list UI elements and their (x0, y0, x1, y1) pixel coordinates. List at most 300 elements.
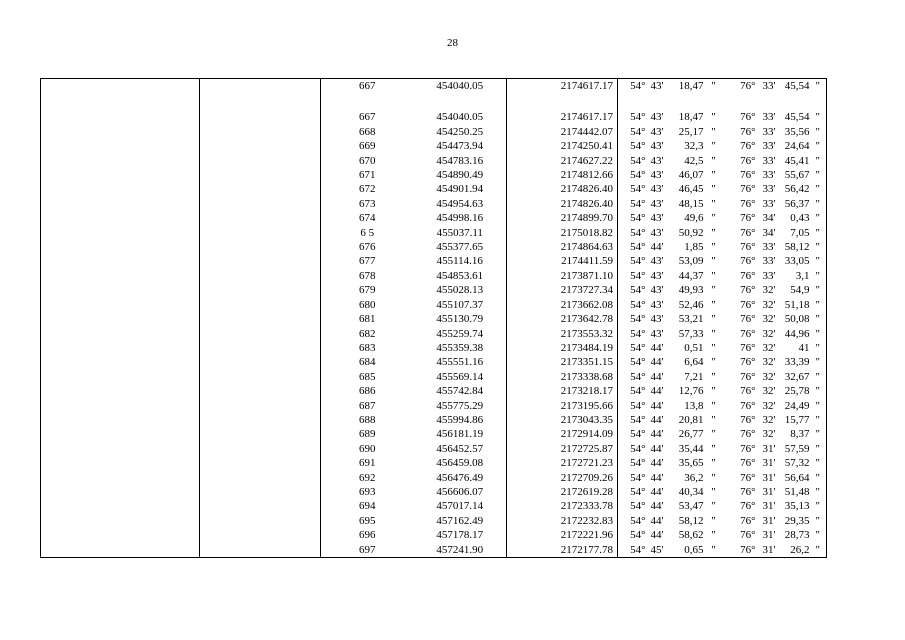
latitude-minutes: 44' (650, 241, 664, 254)
y-coordinate: 2173727.34 (507, 283, 618, 297)
latitude-minutes: 43' (650, 313, 664, 326)
point-number: 690 (359, 442, 376, 455)
empty-column-b (200, 384, 321, 398)
latitude-minutes: 45' (646, 543, 664, 558)
latitude-degrees: 54° (630, 111, 646, 124)
x-coordinate: 457162.49 (414, 514, 507, 528)
longitude-seconds: 56,37 (784, 197, 810, 210)
longitude-minutes: 33' (762, 169, 776, 182)
point-number: 686 (359, 385, 376, 398)
x-coordinate: 454473.94 (414, 139, 507, 153)
latitude-minutes: 43' (650, 226, 664, 239)
point-number: 691 (359, 457, 376, 470)
point-number (321, 93, 414, 110)
empty-column-b (200, 312, 321, 326)
empty-column-b (200, 168, 321, 182)
latitude-minutes: 43' (650, 140, 664, 153)
latitude-seconds-mark: " (711, 212, 716, 225)
empty-column-a (41, 283, 200, 297)
x-coordinate: 455742.84 (414, 384, 507, 398)
latitude-degrees: 54° (630, 413, 646, 426)
latitude-seconds (664, 93, 704, 110)
longitude-seconds-mark: " (810, 528, 827, 542)
table-row (41, 312, 827, 326)
longitude-degrees: 76° (740, 183, 756, 196)
longitude-minutes: 34' (762, 226, 776, 239)
point-number: 693 (359, 485, 376, 498)
longitude-seconds: 45,54 (776, 79, 810, 94)
longitude-seconds: 51,18 (784, 298, 810, 311)
longitude-seconds-mark: " (810, 110, 827, 124)
table-row (41, 283, 827, 297)
longitude-degrees: 76° (740, 457, 756, 470)
point-number: 677 (359, 255, 376, 268)
longitude-seconds-mark: " (810, 154, 827, 168)
longitude-seconds: 45,54 (784, 111, 810, 124)
point-number: 676 (359, 241, 376, 254)
x-coordinate: 455130.79 (414, 312, 507, 326)
longitude-minutes: 32' (762, 284, 776, 297)
longitude-seconds: 57,59 (784, 442, 810, 455)
longitude-degrees: 76° (740, 154, 756, 167)
table-row (41, 355, 827, 369)
empty-column-b (200, 197, 321, 211)
empty-column-b (200, 528, 321, 542)
table-row (41, 79, 827, 94)
latitude-seconds: 58,62 (678, 529, 704, 542)
x-coordinate: 455994.86 (414, 413, 507, 427)
empty-column-b (200, 240, 321, 254)
latitude-minutes: 44' (650, 529, 664, 542)
latitude-minutes (646, 93, 664, 110)
longitude-degrees: 76° (740, 399, 756, 412)
latitude-seconds: 13,8 (684, 399, 704, 412)
y-coordinate: 2172333.78 (507, 499, 618, 513)
x-coordinate: 456452.57 (414, 442, 507, 456)
longitude-seconds: 50,08 (784, 313, 810, 326)
empty-column-a (41, 182, 200, 196)
y-coordinate: 2174826.40 (507, 197, 618, 211)
page-number: 28 (447, 37, 458, 49)
y-coordinate: 2174442.07 (507, 125, 618, 139)
empty-column-b (200, 298, 321, 312)
latitude-degrees: 54° (630, 197, 646, 210)
latitude-seconds-mark: " (711, 140, 716, 153)
latitude-degrees: 54° (630, 442, 646, 455)
latitude-degrees: 54° (618, 543, 646, 558)
latitude-degrees: 54° (630, 154, 646, 167)
latitude-minutes: 44' (650, 485, 664, 498)
latitude-seconds-mark: " (711, 529, 716, 542)
latitude-seconds: 49,6 (684, 212, 704, 225)
longitude-minutes: 31' (756, 543, 776, 558)
latitude-seconds: 20,81 (678, 413, 704, 426)
longitude-seconds-mark: " (810, 168, 827, 182)
empty-column-b (200, 269, 321, 283)
latitude-minutes: 44' (650, 442, 664, 455)
longitude-seconds-mark: " (810, 341, 827, 355)
table-row (41, 370, 827, 384)
y-coordinate: 2172619.28 (507, 485, 618, 499)
y-coordinate: 2174411.59 (507, 254, 618, 268)
longitude-seconds: 44,96 (784, 327, 810, 340)
latitude-degrees: 54° (630, 514, 646, 527)
longitude-seconds-mark: " (810, 254, 827, 268)
x-coordinate: 454890.49 (414, 168, 507, 182)
table-row (41, 442, 827, 456)
longitude-minutes: 33' (762, 241, 776, 254)
latitude-degrees: 54° (630, 356, 646, 369)
longitude-minutes: 32' (762, 327, 776, 340)
latitude-minutes: 43' (650, 125, 664, 138)
longitude-degrees: 76° (740, 125, 756, 138)
latitude-degrees: 54° (630, 298, 646, 311)
latitude-seconds: 42,5 (684, 154, 704, 167)
latitude-minutes: 43' (650, 197, 664, 210)
longitude-minutes: 34' (762, 212, 776, 225)
latitude-seconds-mark: " (711, 471, 716, 484)
latitude-seconds: 53,21 (678, 313, 704, 326)
longitude-minutes: 31' (762, 500, 776, 513)
empty-column-a (41, 456, 200, 470)
empty-column-a (41, 298, 200, 312)
latitude-minutes: 44' (650, 428, 664, 441)
longitude-seconds: 56,42 (784, 183, 810, 196)
longitude-degrees: 76° (740, 385, 756, 398)
point-number: 668 (359, 125, 376, 138)
empty-column-b (200, 226, 321, 240)
x-coordinate: 454783.16 (414, 154, 507, 168)
table-row (41, 125, 827, 139)
latitude-minutes: 43' (650, 284, 664, 297)
y-coordinate: 2172914.09 (507, 427, 618, 441)
latitude-seconds-mark: " (711, 385, 716, 398)
table-row (41, 413, 827, 427)
empty-column-b (200, 399, 321, 413)
latitude-degrees (618, 93, 646, 110)
latitude-seconds: 40,34 (678, 485, 704, 498)
empty-column-a (41, 341, 200, 355)
empty-column-b (200, 283, 321, 297)
empty-column-b (200, 110, 321, 124)
x-coordinate: 454901.94 (414, 182, 507, 196)
table-row (41, 154, 827, 168)
longitude-minutes: 31' (762, 442, 776, 455)
latitude-degrees: 54° (630, 212, 646, 225)
longitude-seconds: 25,78 (784, 385, 810, 398)
latitude-seconds-mark: " (711, 356, 716, 369)
empty-column-b (200, 327, 321, 341)
y-coordinate: 2173484.19 (507, 341, 618, 355)
longitude-seconds-mark: " (810, 456, 827, 470)
y-coordinate: 2174812.66 (507, 168, 618, 182)
empty-column-b (200, 499, 321, 513)
y-coordinate: 2174864.63 (507, 240, 618, 254)
latitude-seconds-mark: " (711, 442, 716, 455)
x-coordinate: 454954.63 (414, 197, 507, 211)
longitude-seconds: 33,39 (784, 356, 810, 369)
point-number: 671 (359, 169, 376, 182)
latitude-minutes: 44' (650, 514, 664, 527)
latitude-seconds: 26,77 (678, 428, 704, 441)
empty-column-a (41, 168, 200, 182)
longitude-seconds: 57,32 (784, 457, 810, 470)
x-coordinate: 455107.37 (414, 298, 507, 312)
latitude-seconds: 1,85 (684, 241, 704, 254)
empty-column-b (200, 485, 321, 499)
longitude-seconds: 33,05 (784, 255, 810, 268)
latitude-degrees: 54° (630, 500, 646, 513)
x-coordinate: 456606.07 (414, 485, 507, 499)
latitude-seconds: 53,47 (678, 500, 704, 513)
longitude-seconds-mark: " (810, 269, 827, 283)
point-number: 681 (359, 313, 376, 326)
latitude-seconds-mark: " (711, 341, 716, 354)
longitude-seconds-mark: " (810, 240, 827, 254)
latitude-degrees: 54° (630, 269, 646, 282)
longitude-seconds: 54,9 (790, 284, 810, 297)
longitude-seconds-mark: " (810, 182, 827, 196)
table-row (41, 182, 827, 196)
coordinates-table (40, 78, 827, 558)
latitude-seconds: 53,09 (678, 255, 704, 268)
empty-column-a (41, 370, 200, 384)
latitude-seconds-mark: " (711, 428, 716, 441)
table-row (41, 514, 827, 528)
longitude-degrees: 76° (724, 79, 756, 94)
empty-column-b (200, 413, 321, 427)
empty-column-a (41, 110, 200, 124)
longitude-minutes: 32' (762, 370, 776, 383)
latitude-minutes: 43' (650, 269, 664, 282)
longitude-seconds: 8,37 (790, 428, 810, 441)
longitude-seconds: 26,2 (776, 543, 810, 558)
x-coordinate: 457241.90 (414, 543, 507, 558)
longitude-seconds-mark: " (810, 283, 827, 297)
longitude-degrees: 76° (740, 442, 756, 455)
table-row (41, 197, 827, 211)
y-coordinate: 2172177.78 (507, 543, 618, 558)
table-row (41, 211, 827, 225)
longitude-degrees: 76° (740, 169, 756, 182)
empty-column-b (200, 139, 321, 153)
longitude-degrees: 76° (740, 298, 756, 311)
table-row (41, 240, 827, 254)
longitude-degrees: 76° (740, 356, 756, 369)
latitude-seconds-mark: " (711, 169, 716, 182)
longitude-seconds-mark: " (810, 139, 827, 153)
latitude-seconds-mark: " (711, 269, 716, 282)
x-coordinate: 456476.49 (414, 471, 507, 485)
latitude-seconds: 18,47 (664, 79, 704, 94)
latitude-seconds-mark: " (711, 255, 716, 268)
latitude-seconds: 46,45 (678, 183, 704, 196)
latitude-degrees: 54° (630, 457, 646, 470)
x-coordinate: 454853.61 (414, 269, 507, 283)
latitude-minutes: 44' (650, 370, 664, 383)
y-coordinate: 2174250.41 (507, 139, 618, 153)
table-row (41, 254, 827, 268)
longitude-seconds: 35,13 (784, 500, 810, 513)
longitude-minutes: 31' (762, 514, 776, 527)
longitude-seconds: 41 (798, 341, 810, 354)
x-coordinate: 455037.11 (414, 226, 507, 240)
longitude-minutes: 33' (762, 154, 776, 167)
latitude-seconds-mark: " (711, 413, 716, 426)
longitude-degrees: 76° (740, 413, 756, 426)
longitude-seconds-mark: " (810, 485, 827, 499)
latitude-seconds: 46,07 (678, 169, 704, 182)
longitude-seconds-mark: " (810, 327, 827, 341)
y-coordinate: 2173662.08 (507, 298, 618, 312)
empty-column-b (200, 427, 321, 441)
latitude-minutes: 43' (650, 111, 664, 124)
longitude-minutes: 33' (762, 111, 776, 124)
latitude-degrees: 54° (630, 125, 646, 138)
latitude-minutes: 43' (650, 212, 664, 225)
latitude-degrees: 54° (630, 428, 646, 441)
empty-column-a (41, 543, 200, 558)
latitude-seconds-mark: " (711, 370, 716, 383)
point-number: 682 (359, 327, 376, 340)
latitude-seconds: 32,3 (684, 140, 704, 153)
longitude-seconds-mark (810, 93, 827, 110)
y-coordinate: 2173195.66 (507, 399, 618, 413)
table-row (41, 399, 827, 413)
longitude-minutes: 32' (762, 356, 776, 369)
longitude-seconds: 3,1 (795, 269, 810, 282)
longitude-minutes: 33' (762, 183, 776, 196)
point-number: 695 (359, 514, 376, 527)
y-coordinate: 2174899.70 (507, 211, 618, 225)
longitude-degrees: 76° (740, 370, 756, 383)
longitude-degrees: 76° (740, 500, 756, 513)
y-coordinate: 2173553.32 (507, 327, 618, 341)
point-number: 667 (359, 111, 376, 124)
latitude-degrees: 54° (618, 79, 646, 94)
empty-column-a (41, 384, 200, 398)
latitude-degrees: 54° (630, 183, 646, 196)
empty-column-b (200, 543, 321, 558)
table-row (41, 485, 827, 499)
y-coordinate: 2174627.22 (507, 154, 618, 168)
point-number: 685 (359, 370, 376, 383)
latitude-minutes: 43' (650, 255, 664, 268)
longitude-degrees: 76° (740, 327, 756, 340)
empty-column-b (200, 79, 321, 94)
latitude-minutes: 43' (650, 169, 664, 182)
x-coordinate (414, 93, 507, 110)
latitude-minutes: 43' (650, 154, 664, 167)
longitude-minutes: 33' (762, 255, 776, 268)
y-coordinate: 2174826.40 (507, 182, 618, 196)
longitude-seconds: 55,67 (784, 169, 810, 182)
x-coordinate: 455259.74 (414, 327, 507, 341)
longitude-degrees: 76° (740, 140, 756, 153)
longitude-seconds-mark: " (810, 79, 827, 94)
latitude-minutes: 43' (646, 79, 664, 94)
table-row (41, 384, 827, 398)
empty-column-a (41, 139, 200, 153)
longitude-seconds: 7,05 (790, 226, 810, 239)
longitude-minutes: 32' (762, 385, 776, 398)
empty-column-a (41, 154, 200, 168)
longitude-seconds-mark: " (810, 226, 827, 240)
longitude-minutes: 31' (762, 485, 776, 498)
empty-column-a (41, 413, 200, 427)
latitude-seconds-mark: " (711, 125, 716, 138)
latitude-degrees: 54° (630, 140, 646, 153)
table-row (41, 528, 827, 542)
latitude-seconds: 35,65 (678, 457, 704, 470)
longitude-seconds-mark: " (810, 514, 827, 528)
empty-column-b (200, 341, 321, 355)
longitude-seconds-mark: " (810, 543, 827, 558)
table-row (41, 471, 827, 485)
longitude-seconds-mark: " (810, 413, 827, 427)
latitude-seconds-mark: " (711, 284, 716, 297)
latitude-seconds-mark: " (711, 183, 716, 196)
y-coordinate: 2173351.15 (507, 355, 618, 369)
empty-column-a (41, 485, 200, 499)
longitude-degrees: 76° (740, 341, 756, 354)
latitude-seconds-mark: " (711, 197, 716, 210)
latitude-seconds-mark: " (711, 485, 716, 498)
point-number: 683 (359, 341, 376, 354)
latitude-seconds: 0,65 (664, 543, 704, 558)
empty-column-a (41, 327, 200, 341)
latitude-degrees: 54° (630, 255, 646, 268)
latitude-seconds-mark: " (704, 543, 724, 558)
point-number: 687 (359, 399, 376, 412)
y-coordinate: 2172725.87 (507, 442, 618, 456)
longitude-seconds: 56,64 (784, 471, 810, 484)
latitude-seconds: 35,44 (678, 442, 704, 455)
latitude-seconds: 49,93 (678, 284, 704, 297)
empty-column-b (200, 442, 321, 456)
latitude-minutes: 44' (650, 385, 664, 398)
empty-column-a (41, 240, 200, 254)
empty-column-a (41, 399, 200, 413)
point-number: 674 (359, 212, 376, 225)
empty-column-a (41, 312, 200, 326)
latitude-degrees: 54° (630, 529, 646, 542)
longitude-degrees: 76° (740, 471, 756, 484)
y-coordinate (507, 93, 618, 110)
x-coordinate: 455114.16 (414, 254, 507, 268)
latitude-seconds: 44,37 (678, 269, 704, 282)
longitude-minutes: 33' (762, 269, 776, 282)
empty-column-a (41, 211, 200, 225)
empty-column-a (41, 226, 200, 240)
longitude-seconds-mark: " (810, 471, 827, 485)
point-number: 669 (359, 140, 376, 153)
latitude-minutes: 43' (650, 327, 664, 340)
longitude-degrees: 76° (740, 529, 756, 542)
latitude-degrees: 54° (630, 399, 646, 412)
latitude-minutes: 44' (650, 341, 664, 354)
table-row (41, 226, 827, 240)
point-number: 692 (359, 471, 376, 484)
latitude-minutes: 44' (650, 356, 664, 369)
longitude-seconds-mark: " (810, 312, 827, 326)
longitude-minutes (756, 93, 776, 110)
longitude-seconds-mark: " (810, 197, 827, 211)
empty-column-a (41, 427, 200, 441)
longitude-degrees: 76° (740, 241, 756, 254)
point-number: 680 (359, 298, 376, 311)
empty-column-a (41, 93, 200, 110)
